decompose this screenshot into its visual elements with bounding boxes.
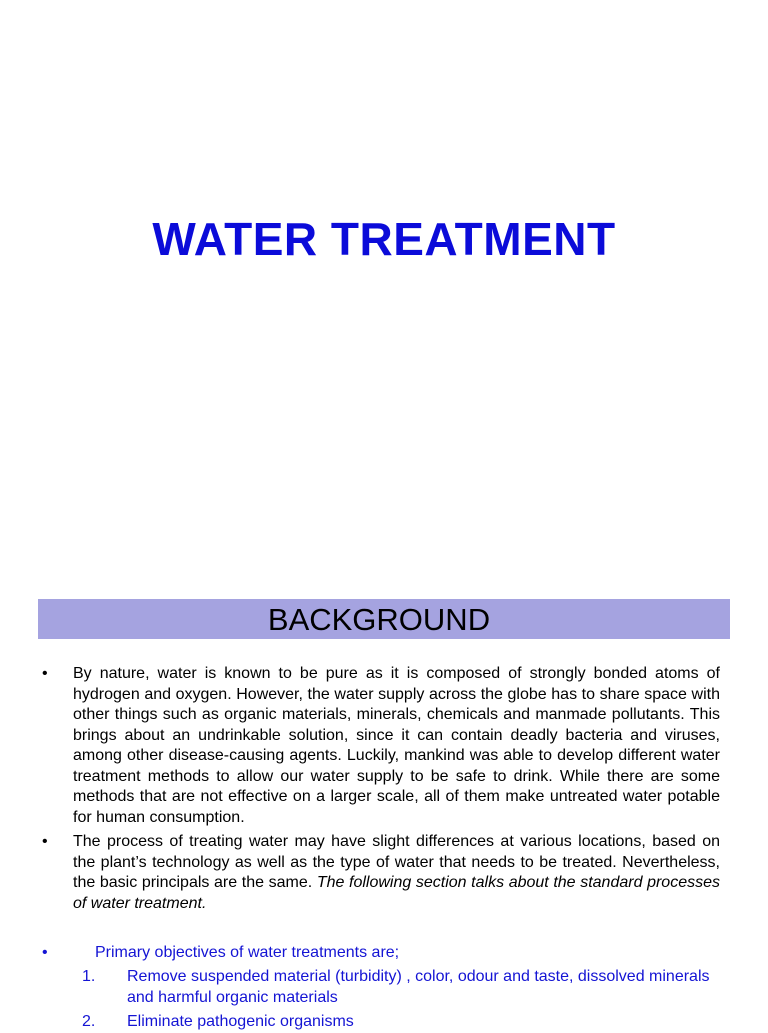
paragraph-text: By nature, water is known to be pure as it is composed of strongly bonded atoms of hydrogen and oxygen. However, the water supply across the globe has to share space with other things such as organic materials, minerals, chemicals and manmade pollutants. This brings about an undrinkable solution, since it can contain deadly bacteria and viruses, among other disease-causing agents. Luckily, mankind was able to develop different water treatment methods to allow our water supply to be safe to drink. While there are some methods that are not effective on a larger scale, all of them make untreated water potable for human consumption. [73,665,720,826]
objective-text: Remove suspended material (turbidity) , color, odour and taste, dissolved minerals and harmful organic materials [127,968,710,1006]
bullet-marker: • [42,665,48,682]
objectives-heading: Primary objectives of water treatments are; [95,944,400,961]
objective-text: Eliminate pathogenic organisms [127,1013,354,1030]
bullet-marker: • [42,944,48,961]
objective-number: 2. [82,1013,96,1030]
paragraph-text-italic: The following section talks about the standard processes of water treatment. [73,874,720,912]
paragraph-text [73,832,720,914]
bullet-marker: • [42,833,48,850]
section-heading: BACKGROUND [267,602,491,637]
section-header-bar [38,599,730,639]
page-title: WATER TREATMENT [152,213,616,265]
objective-number: 1. [82,968,96,985]
paragraph-text-regular: The process of treating water may have slight differences at various locations, based on the plant’s technology as well as the type of water that needs to be treated. Nevertheless, the basic principals are the same. [73,833,720,891]
